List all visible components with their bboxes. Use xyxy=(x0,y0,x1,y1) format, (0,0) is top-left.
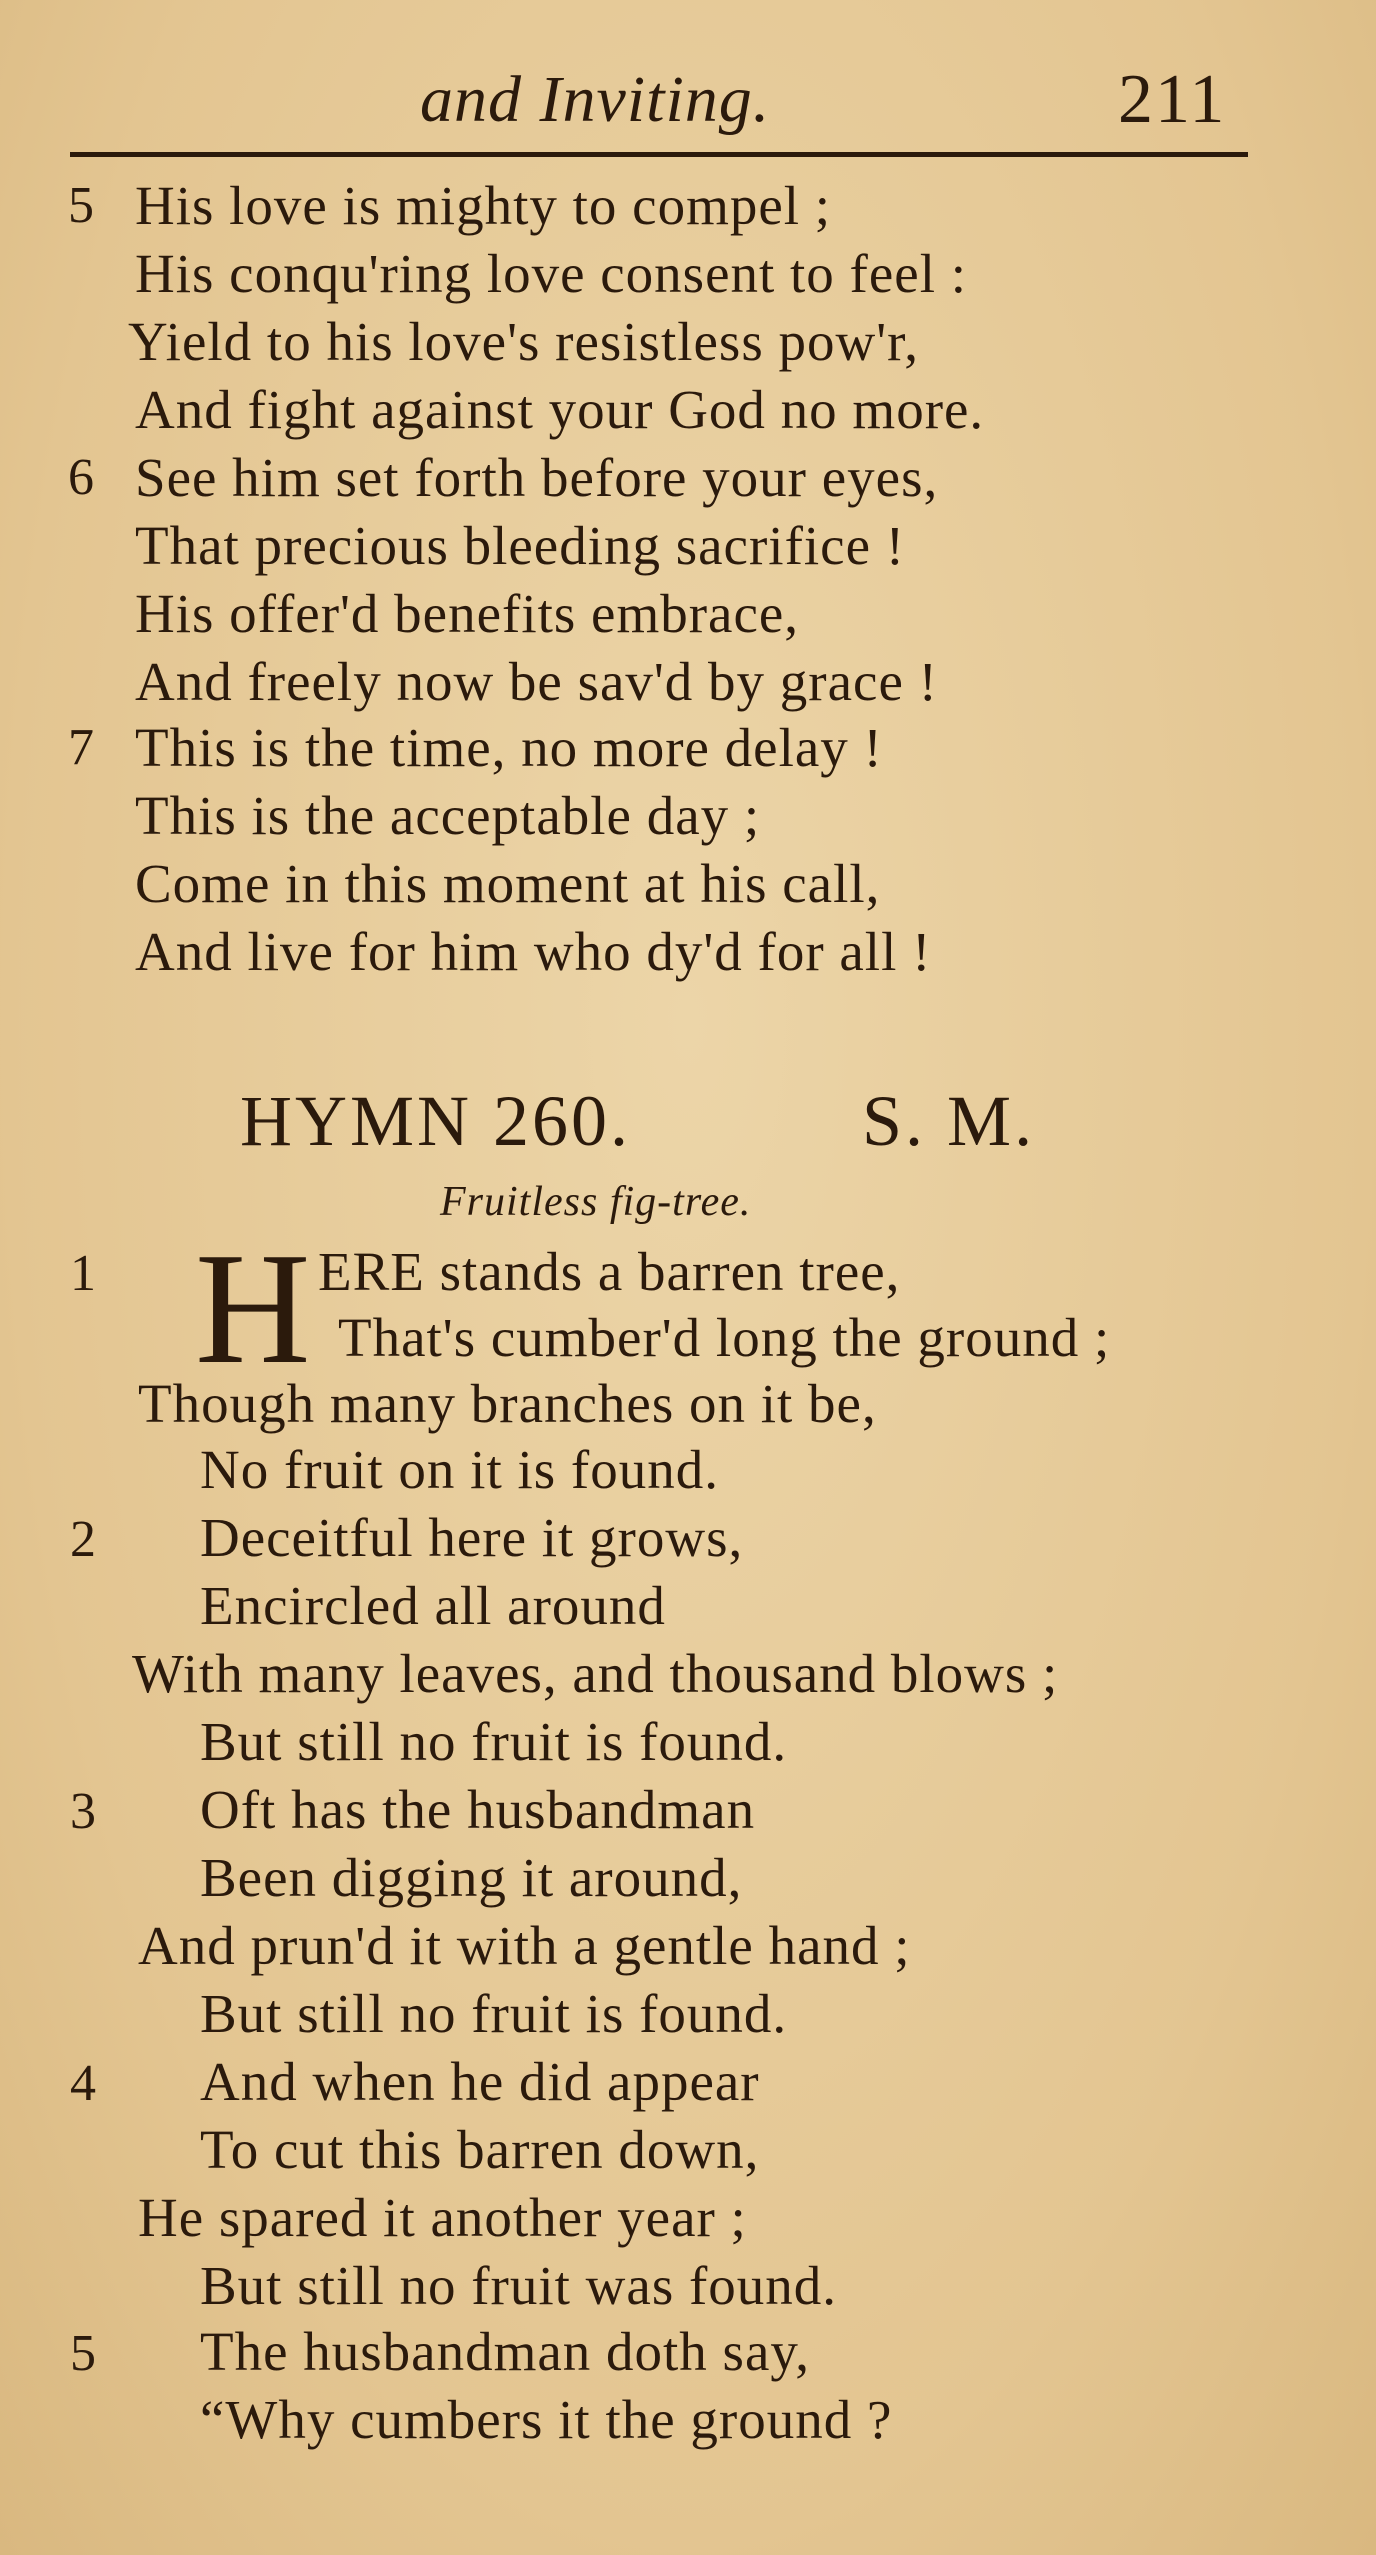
page-number: 211 xyxy=(1118,61,1227,138)
verse-number: 6 xyxy=(68,449,94,506)
verse-line: But still no fruit is found. xyxy=(200,1983,788,2044)
verse-line: Been digging it around, xyxy=(200,1847,743,1908)
verse-line: His love is mighty to compel ; xyxy=(135,175,832,236)
verse-line: This is the acceptable day ; xyxy=(135,785,761,846)
verse-line: That's cumber'd long the ground ; xyxy=(338,1307,1111,1368)
verse-line: “Why cumbers it the ground ? xyxy=(200,2389,893,2450)
verse-number: 5 xyxy=(70,2325,96,2382)
verse-line: His conqu'ring love consent to feel : xyxy=(135,243,968,304)
verse-line: And fight against your God no more. xyxy=(135,379,985,440)
verse-number: 5 xyxy=(68,177,94,234)
hymn-title: HYMN 260. xyxy=(240,1081,632,1161)
verse-line: Deceitful here it grows, xyxy=(200,1507,744,1568)
header-rule xyxy=(70,152,1248,157)
verse-number: 1 xyxy=(70,1245,96,1302)
verse-line: To cut this barren down, xyxy=(200,2119,760,2180)
verse-line: And freely now be sav'd by grace ! xyxy=(135,651,938,712)
hymn-meter: S. M. xyxy=(862,1081,1036,1161)
verse-line: With many leaves, and thousand blows ; xyxy=(132,1643,1059,1704)
verse-line: No fruit on it is found. xyxy=(200,1439,719,1500)
verse-number: 2 xyxy=(70,1511,96,1568)
verse-number: 7 xyxy=(68,719,94,776)
verse-line: That precious bleeding sacrifice ! xyxy=(135,515,906,576)
verse-line: But still no fruit is found. xyxy=(200,1711,788,1772)
drop-cap: H xyxy=(195,1219,311,1397)
verse-line: Oft has the husbandman xyxy=(200,1779,756,1840)
verse-number: 3 xyxy=(70,1783,96,1840)
verse-line: Encircled all around xyxy=(200,1575,666,1636)
running-header: and Inviting. xyxy=(420,63,771,136)
verse-line: And live for him who dy'd for all ! xyxy=(135,921,932,982)
verse-line: ERE stands a barren tree, xyxy=(318,1241,901,1302)
verse-line: Yield to his love's resistless pow'r, xyxy=(128,311,919,372)
verse-number: 4 xyxy=(70,2055,96,2112)
verse-line: His offer'd benefits embrace, xyxy=(135,583,800,644)
verse-line: This is the time, no more delay ! xyxy=(135,717,883,778)
verse-line: Though many branches on it be, xyxy=(138,1373,877,1434)
verse-line: But still no fruit was found. xyxy=(200,2255,838,2316)
verse-line: He spared it another year ; xyxy=(138,2187,747,2248)
verse-line: And when he did appear xyxy=(200,2051,760,2112)
hymn-subtitle: Fruitless fig-tree. xyxy=(440,1179,752,1225)
verse-line: See him set forth before your eyes, xyxy=(135,447,939,508)
verse-line: Come in this moment at his call, xyxy=(135,853,881,914)
verse-line: The husbandman doth say, xyxy=(200,2321,811,2382)
verse-line: And prun'd it with a gentle hand ; xyxy=(138,1915,911,1976)
